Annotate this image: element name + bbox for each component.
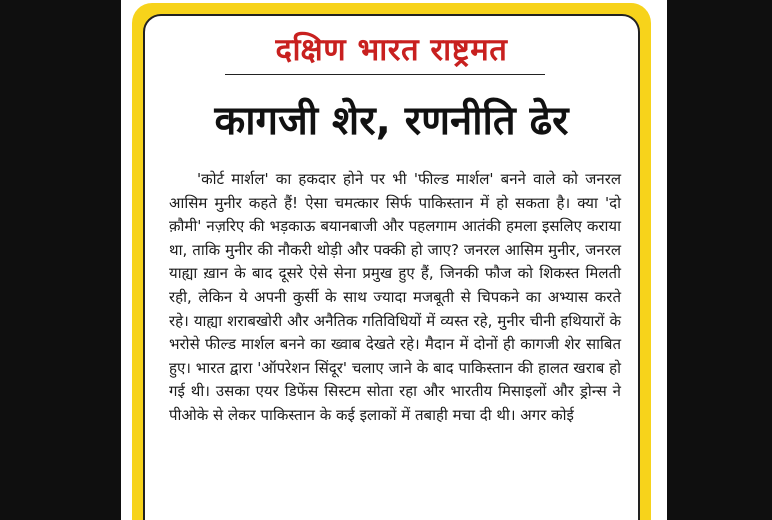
masthead-divider	[225, 74, 545, 75]
newspaper-page	[132, 0, 651, 520]
editorial-card	[143, 14, 640, 520]
editorial-body: 'कोर्ट मार्शल' का हकदार होने पर भी 'फील्ड मार्शल' बनने वाले को जनरल आसिम मुनीर कहते हैं! ऐसा चमत्कार सिर्फ पाकिस्तान में हो सकता है। क्या 'दो क़ौमी' नज़रिए की भड़काऊ बयानबाजी और पहलगाम आतंकी हमला इसलिए कराया था, ताकि मुनीर की नौकरी थोड़ी और पक्की हो जाए? जनरल आसिम मुनीर, जनरल याह्या ख़ान के बाद दूसरे ऐसे सेना प्रमुख हुए हैं, जिनकी फौज को शिकस्त मिलती रही, लेकिन ये अपनी कुर्सी के साथ ज्यादा मजबूती से चिपकने का अभ्यास करते रहे। याह्या शराबखोरी और अनैतिक गतिविधियों में व्यस्त रहे, मुनीर चीनी हथियारों के भरोसे फील्ड मार्शल बनने का ख्वाब देखते रहे। मैदान में दोनों ही कागजी शेर साबित हुए। भारत द्वारा 'ऑपरेशन सिंदूर' चलाए जाने के बाद पाकिस्तान की हालत खराब हो गई थी। उसका एयर डिफेंस सिस्टम सोता रहा और भारतीय मिसाइलों और ड्रोन्स ने पीओके से लेकर पाकिस्तान के कई इलाकों में तबाही मचा दी थी। अगर कोई	[169, 170, 621, 424]
editorial-headline: कागजी शेर, रणनीति ढेर	[214, 98, 569, 144]
page-margin-left	[121, 0, 132, 520]
page-margin-right	[651, 0, 667, 520]
editorial-frame	[132, 3, 651, 520]
newspaper-masthead: दक्षिण भारत राष्ट्रमत	[275, 32, 508, 68]
